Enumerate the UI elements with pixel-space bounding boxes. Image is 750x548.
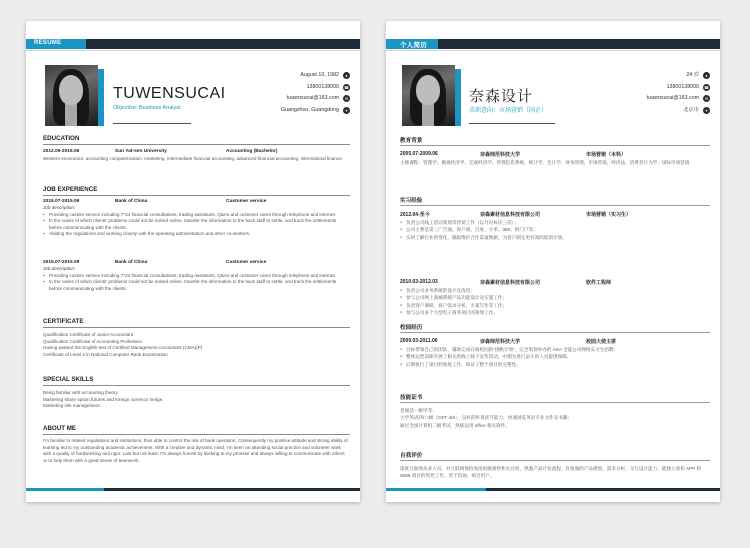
about-text: I'm familiar to related regulations and institutions, thus able to control the risk of bank operation. Consequently my positive attitude and strong ability of learning led to my outstanding academic achievement. With a creative and dynamic mind, I'm keen on attending social practice and volunteer work with a quality of hardworking and rigor. Last but not least, I'm always honest by sticking to my promise and always willing to communicate with others or to help them with a great sense of teamwork. [43,438,348,463]
education-row: 2012.09-2016.06 Sun Yat-sen University Accounting (Bachelor) [43,149,278,154]
section-title-skills: SPECIAL SKILLS [43,376,94,383]
list-item: ● 目标带领自己的团队，辅助完成在商校园的“扬帆计划”，完全策划举办的 AXA 全能公司网络实习生招聘； [400,346,708,353]
list-item: • In the cases of which clients' problems could not be solved online, transfer the information to the back staff to settle, and track the settlements before communicating with the clients. [43,279,348,292]
section-title-skills: 技能证书 [400,395,423,401]
job-description: Job description: • Providing custom service including 7*24 financial consultations, trading assistants, Q&As and customer cares through telephone and internet. • In the cases of which clients' problems could not be solved online, transfer the information to the back staff to settle, and track the settlements before communicating with the clients. [43,266,348,292]
resume-page-chinese [386,21,720,502]
profile-photo [45,65,98,126]
header-divider [26,50,360,51]
banner-label: RESUME [34,40,62,46]
photo-accent-bar [455,69,461,126]
location-icon: ⌖ [703,107,710,114]
section-divider [400,460,710,461]
objective: Objective: Business Analyst [113,105,181,111]
resume-page-english [26,21,360,502]
section-divider [400,145,710,146]
list-item: ● 负责客户调研、客户需求分析、方案写作等工作； [400,302,708,309]
contact-location: 北京市 ⌖ [590,105,710,117]
phone-icon: ☎ [704,84,709,90]
campus-description [400,346,708,368]
section-title-evaluation: 自我评价 [400,453,423,459]
list-item: ● 后期执行了项目的收尾工作，保证了整个项目的完整性。 [400,361,708,368]
location-icon: ⌖ [343,107,350,114]
user-icon: ● [343,72,350,79]
list-item: • Abiding the regulations and working closely with the operating administration and other co-workers. [43,231,348,238]
list-item: ● 参与公司多个大型电子商务项目的策划工作。 [400,309,708,316]
section-divider [43,434,350,435]
contact-list [590,70,710,116]
section-title-experience: JOB EXPERIENCE [43,186,98,193]
campus-row: 2009.03-2011.06 奈森师范科技大学 校园大使主席 [400,338,617,345]
list-item: • In the cases of which clients' problems could not be solved online, transfer the information to the back staff to settle, and track the settlements before communicating with the clients. [43,218,348,231]
contact-phone: 13800138000 ☎ [666,83,709,90]
section-title-certificate: CERTIFICATE [43,318,84,325]
list-item: ● 公司主要是第三广告通、客户端、百度、小米、360、阿门户等； [400,226,708,233]
section-title-internship: 实习经验 [400,198,423,204]
contact-email: tuwensucai@163.com ✉ [646,95,709,102]
section-divider [43,385,350,386]
certificate-list: Qualification Certificate of Junior Accountant Qualification Certificate of Accounting Profession Having passed the English test of Certified Management Accountant (CMA)(P) Certificate of Level 2 in National Computer Rank Examination [43,332,203,357]
education-courses: 主修课程：管理学、微观经济学、宏观经济学、管理信息系统、统计学、会计学、财务管理、市场营销、经济法、消费者行为学、国际市场营销 [400,160,690,165]
list-item: ● 负责公司业务系统的设计及改进； [400,287,708,294]
section-divider [43,144,350,145]
skills-list: 普通话一级甲等； 大学英语四/六级（CET-4/6），良好的听说读写能力，快速浏览英语专业文件及书籍； 通过全国计算机二级考试，熟练运用 office 相关软件。 [400,408,573,428]
phone-icon: ☎ [344,84,349,90]
list-item: ● 负责公司线上活动策划等营销工作（以月份每次三次）； [400,219,708,226]
contact-phone: 13800138000 ☎ [306,83,349,90]
job-description [400,287,708,316]
job-row: 2010.03-2012.03 奈森素材信息科技有限公司 软件工程师 [400,279,612,286]
job-description: Job description: • Providing custom service including 7*24 financial consultations, trading assistants, Q&As and customer cares through telephone and internet. • In the cases of which clients' problems could not be solved online, transfer the information to the back staff to settle, and track the settlements before communicating with the clients. • Abiding the regulations and working closely with the operating administration and other co-workers. [43,205,348,238]
section-title-campus: 校园经历 [400,325,423,331]
header-divider [386,50,720,51]
footer-bar-accent [26,488,104,491]
education-row: 2005.07-2009.06 奈森师范科技大学 市场营销（本科） [400,151,627,158]
job-row: 2015.07-2015.09 Bank of China Customer service [43,199,267,204]
footer-bar-accent [386,488,486,491]
evaluation-text: 深度互联网从业人员，对互联网保持高度的敏感性和关注度，熟悉产品开发流程，有很强的产品规划、需求分析、交互设计能力，能独立承担 APP 和 WEB 项目的管控工作，善于沟通，贴近用户。 [400,466,702,479]
contact-age: 24 岁 ● [590,70,710,82]
contact-location: Guangzhou, Guangdong ⌖ [230,105,350,117]
section-title-education: EDUCATION [43,135,80,142]
candidate-name: 奈森设计 [469,88,534,105]
photo-accent-bar [98,69,104,126]
education-courses: Western economics, accounting computerization, marketing, intermediate financial accounting, advanced financial accounting, international finance. [43,156,343,161]
section-divider [400,402,710,403]
section-title-education: 教育背景 [400,138,423,144]
skills-list: Being familiar with accounting theory Mastering share option,futures and foreign currency hedge. Marketing risk management. [43,390,164,409]
contact-birthday: August 10, 1982 ● [230,70,350,82]
section-title-about: ABOUT ME [43,425,76,432]
banner-label: 个人简历 [400,42,428,49]
list-item: ● 实时了解行业的变化，跟踪维护合作渠道数据，为客户制定更有效的促销计划。 [400,234,708,241]
section-divider [43,327,350,328]
candidate-name: TUWENSUCAI [113,85,226,102]
mail-icon: ✉ [704,96,709,102]
name-underline [113,123,191,124]
list-item: ● 参与公司网上商城系统产品功能设计及实施工作； [400,294,708,301]
mail-icon: ✉ [344,96,349,102]
user-icon: ● [703,72,710,79]
section-divider [400,332,710,333]
section-divider [400,205,710,206]
list-item: ● 整体运营前期开展了相关的线上线下宣传活动，中期为进行奋斗的人员提供保障。 [400,353,708,360]
list-item: • Providing custom service including 7*24 financial consultations, trading assistants, Q&As and customer cares through telephone and internet. [43,212,348,219]
section-divider [43,195,350,196]
contact-email: tuwensucai@163.com ✉ [286,95,349,102]
job-row: 2015.07-2015.09 Bank of China Customer service [43,260,267,265]
job-row: 2012.04-至今 奈森素材信息科技有限公司 市场营销（实习生） [400,212,632,218]
profile-photo [402,65,455,126]
job-description [400,219,708,241]
objective: 求职意向：市场营销（国企） [469,108,548,114]
name-underline [469,123,555,124]
list-item: • Providing custom service including 7*24 financial consultations, trading assistants, Q&As and customer cares through telephone and internet. [43,273,348,280]
contact-list [230,70,350,116]
